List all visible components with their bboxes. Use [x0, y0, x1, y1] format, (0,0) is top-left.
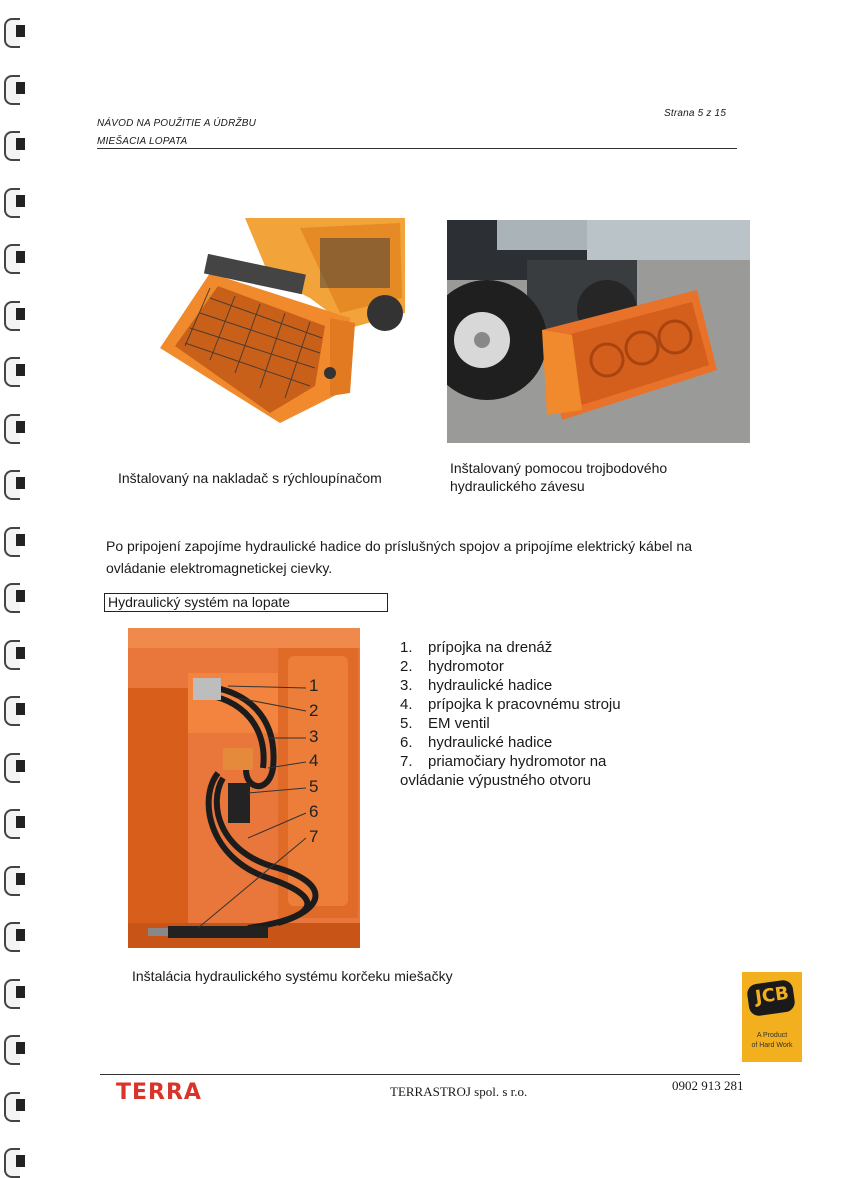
phone-number: 0902 913 281	[672, 1078, 744, 1093]
callout-3: 3	[309, 727, 319, 746]
jcb-wordmark: JCB	[753, 982, 791, 1009]
page-number: Strana 5 z 15	[664, 108, 727, 119]
binding-ring	[4, 470, 26, 496]
binding-ring	[4, 414, 26, 440]
legend-item: 1. prípojka na drenáž	[400, 639, 553, 656]
hydraulic-legend-list	[400, 638, 621, 790]
header-rule	[97, 148, 737, 149]
legend-item: 5. EM ventil	[400, 715, 490, 732]
binding-ring	[4, 1092, 26, 1118]
legend-item: 3. hydraulické hadice	[400, 677, 553, 694]
photo-loader-bucket	[150, 218, 405, 430]
section-title: Hydraulický systém na lopate	[104, 593, 388, 612]
left-photo-caption: Inštalovaný na nakladač s rýchloupínačom	[118, 470, 382, 486]
binding-ring	[4, 188, 26, 214]
instruction-line2: ovládanie elektromagnetickej cievky.	[106, 560, 333, 576]
binding-ring	[4, 866, 26, 892]
legend-item: 2. hydromotor	[400, 658, 504, 675]
binding-ring	[4, 696, 26, 722]
legend-continuation: ovládanie výpustného otvoru	[400, 772, 591, 789]
binding-ring	[4, 922, 26, 948]
instruction-line1: Po pripojení zapojíme hydraulické hadice do príslušných spojov a pripojíme elektrický kábel na	[106, 538, 692, 554]
binding-ring	[4, 1035, 26, 1061]
binding-ring	[4, 75, 26, 101]
binding-ring	[4, 301, 26, 327]
binding-ring	[4, 1148, 26, 1174]
footer-rule	[100, 1074, 740, 1075]
right-photo-caption-line1: Inštalovaný pomocou trojbodového	[450, 460, 668, 476]
binding-ring	[4, 583, 26, 609]
jcb-tagline-line1: A Product	[756, 1032, 788, 1039]
right-photo-caption-line2: hydraulického závesu	[450, 478, 585, 494]
diagram-caption: Inštalácia hydraulického systému korčeku miešačky	[132, 968, 453, 984]
company-name: TERRASTROJ spol. s r.o.	[390, 1084, 528, 1099]
hydraulic-system-photo	[128, 628, 360, 948]
binding-ring	[4, 244, 26, 270]
binding-ring	[4, 640, 26, 666]
callout-5: 5	[309, 777, 319, 796]
terra-logo: TERRA	[116, 1080, 202, 1105]
document-title: NÁVOD NA POUŽITIE A ÚDRŽBU	[97, 118, 257, 129]
binding-ring	[4, 979, 26, 1005]
binding-ring	[4, 527, 26, 553]
legend-item: 7. priamočiary hydromotor na	[400, 753, 607, 770]
legend-item: 4. prípojka k pracovnému stroju	[400, 696, 621, 713]
callout-7: 7	[309, 827, 319, 846]
callout-1: 1	[309, 676, 319, 695]
spiral-binding	[0, 0, 40, 1170]
photo-tractor-mixer	[447, 220, 750, 443]
binding-ring	[4, 809, 26, 835]
binding-ring	[4, 753, 26, 779]
callout-6: 6	[309, 802, 319, 821]
document-subtitle: MIEŠACIA LOPATA	[97, 136, 188, 147]
callout-2: 2	[309, 701, 319, 720]
legend-item: 6. hydraulické hadice	[400, 734, 553, 751]
callout-4: 4	[309, 751, 319, 770]
jcb-tagline-line2: of Hard Work	[751, 1042, 793, 1049]
binding-ring	[4, 131, 26, 157]
binding-ring	[4, 18, 26, 44]
jcb-logo	[742, 972, 802, 1062]
binding-ring	[4, 357, 26, 383]
